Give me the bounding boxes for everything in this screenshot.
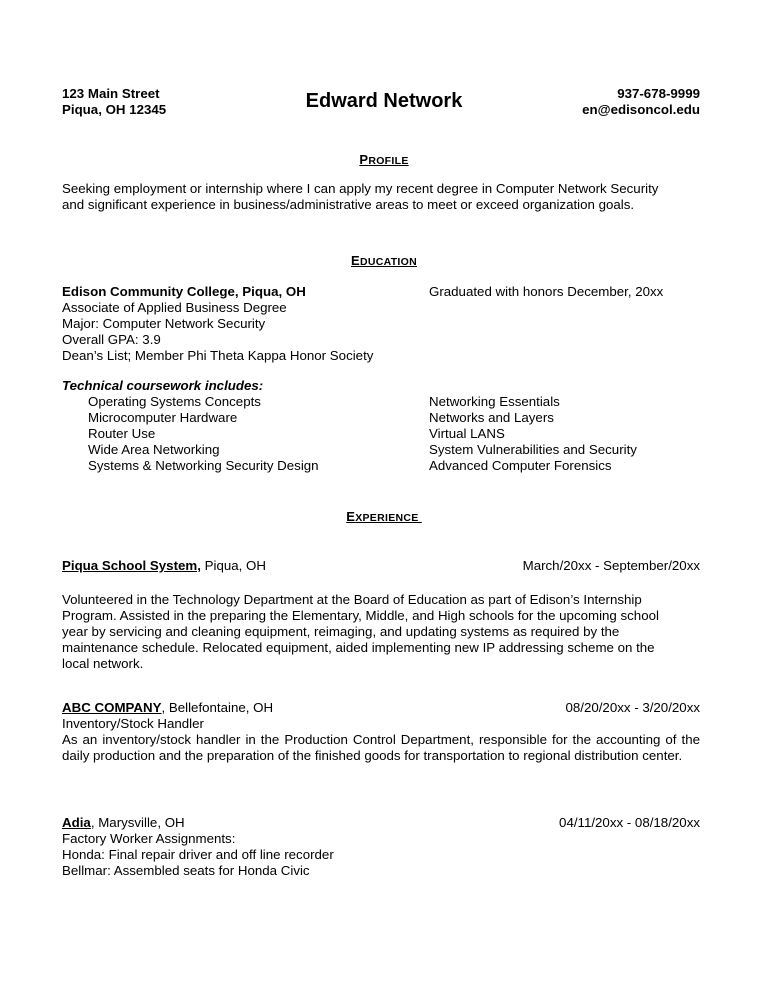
job-title: Inventory/Stock Handler [62,716,204,731]
job-dates: 04/11/20xx - 08/18/20xx [559,815,700,830]
address [62,86,166,118]
school-name: Edison Community College, Piqua, OH [62,284,306,299]
job-employer: ABC COMPANY, Bellefontaine, OH [62,700,274,715]
job-employer: Piqua School System, Piqua, OH [62,558,266,573]
education-heading: EDUCATION [350,253,418,268]
job-dates: 08/20/20xx - 3/20/20xx [565,700,700,715]
job-description: Volunteered in the Technology Department at the Board of Education as part of Edison’s Internship Program. Assisted in the preparing the Elementary, Middle, and High schools for the upcoming school year by servicing and cleaning equipment, reimaging, and updating systems as required by the maintenance schedule. Relocated equipment, aided implementing new IP addressing scheme on the local network. [62,592,659,671]
profile-text: Seeking employment or internship where I can apply my recent degree in Computer Network Security and significant experience in business/administrative areas to meet or exceed organization goals. [62,181,659,212]
coursework-label: Technical coursework includes: [62,378,264,393]
candidate-name: Edward Network [305,90,463,112]
address-city: Piqua, OH 12345 [62,102,167,117]
job-description: Factory Worker Assignments: Honda: Final repair driver and off line recorder Bellmar: Assembled seats for Honda Civic [62,831,334,878]
job-description: As an inventory/stock handler in the Production Control Department, responsible for the accounting of the daily production and the preparation of the finished goods for transportation to regional distribution center. [62,732,700,763]
profile-heading: PROFILE [359,152,409,167]
address-street: 123 Main Street [62,86,160,101]
graduation: Graduated with honors December, 20xx [429,284,664,299]
courses-left: Operating Systems Concepts Microcomputer Hardware Router Use Wide Area Networking Systems & Networking Security Design [88,394,319,473]
job-dates: March/20xx - September/20xx [522,558,700,573]
job-employer: Adia, Marysville, OH [62,815,185,830]
education-details: Edison Community College, Piqua, OH Associate of Applied Business Degree Major: Computer Network Security Overall GPA: 3.9 Dean’s List; Member Phi Theta Kappa Honor Society [62,284,374,363]
phone: 937-678-9999 [617,86,700,101]
courses-right: Networking Essentials Networks and Layers Virtual LANS System Vulnerabilities and Security Advanced Computer Forensics [429,394,637,473]
experience-heading: EXPERIENCE [346,509,422,524]
email: en@edisoncol.edu [582,102,700,117]
contact [582,86,700,118]
